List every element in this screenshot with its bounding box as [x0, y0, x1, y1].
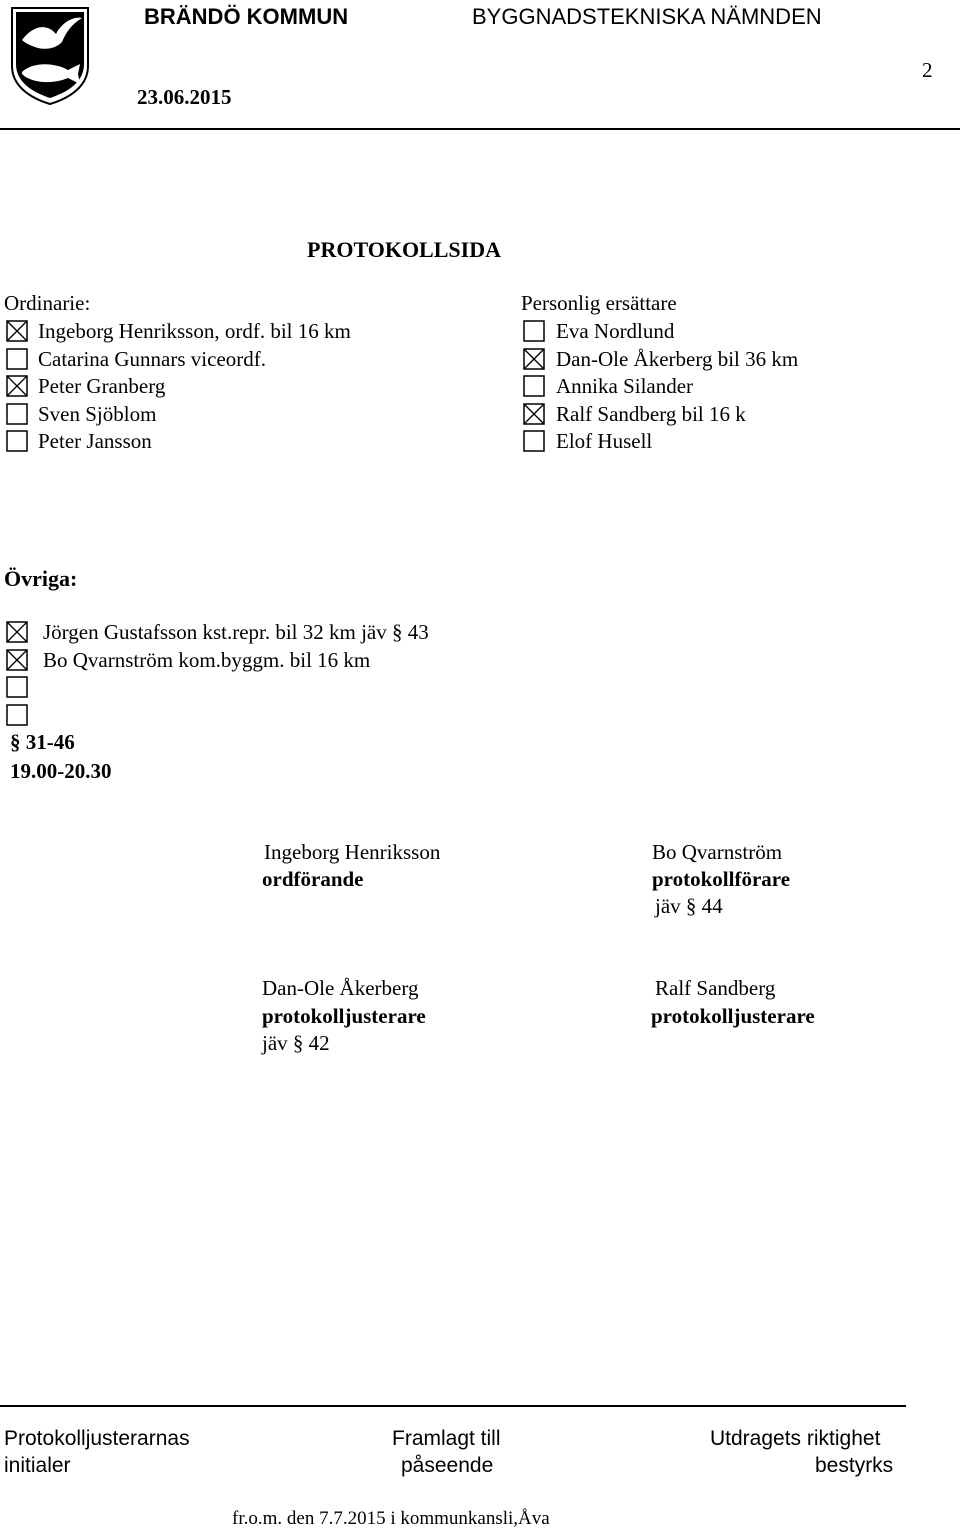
substitutes-label: Personlig ersättare	[521, 291, 677, 315]
signature-role: protokolljusterare	[651, 1004, 815, 1028]
footer-certified-line1: Utdragets riktighet	[710, 1427, 881, 1450]
footer-initials-line2: initialer	[4, 1454, 71, 1477]
checkbox-crossed-icon[interactable]	[523, 403, 545, 425]
attendee-name: Annika Silander	[556, 374, 694, 398]
ordinary-members-label: Ordinarie:	[4, 291, 91, 315]
footer-divider	[0, 1405, 906, 1407]
signature-role: ordförande	[262, 867, 364, 891]
checkbox-empty-icon[interactable]	[6, 348, 28, 370]
checkbox-empty-icon[interactable]	[523, 430, 545, 452]
board-name: BYGGNADSTEKNISKA NÄMNDEN	[472, 4, 822, 29]
signature-role: protokollförare	[652, 867, 791, 891]
municipality-name: BRÄNDÖ KOMMUN	[144, 4, 349, 29]
attendee-name: Peter Granberg	[38, 374, 166, 398]
attendee-name: Elof Husell	[556, 429, 653, 453]
checkbox-empty-icon[interactable]	[6, 704, 28, 726]
page-number: 2	[922, 58, 933, 82]
footer-initials-line1: Protokolljusterarnas	[4, 1427, 190, 1450]
paragraph-range: § 31-46	[10, 730, 75, 754]
checkbox-empty-icon[interactable]	[6, 403, 28, 425]
signature-note: jäv § 42	[262, 1031, 330, 1055]
checkbox-empty-icon[interactable]	[6, 430, 28, 452]
signature-note: jäv § 44	[655, 894, 723, 918]
checkbox-crossed-icon[interactable]	[6, 649, 28, 671]
checkbox-crossed-icon[interactable]	[6, 320, 28, 342]
signature-name: Bo Qvarnström	[652, 840, 783, 864]
attendee-name: Ralf Sandberg bil 16 k	[556, 401, 746, 426]
checkbox-empty-icon[interactable]	[523, 320, 545, 342]
municipality-coat-of-arms-logo	[8, 4, 92, 106]
page-title: PROTOKOLLSIDA	[307, 237, 501, 262]
attendee-name: Peter Jansson	[38, 429, 152, 453]
footer-posted-line2: påseende	[401, 1454, 494, 1477]
others-label: Övriga:	[4, 566, 78, 591]
attendee-name: Bo Qvarnström kom.byggm. bil 16 km	[43, 647, 371, 672]
attendee-name: Sven Sjöblom	[38, 401, 157, 426]
footer-certified-line2: bestyrks	[815, 1454, 894, 1477]
footer-posted-line1: Framlagt till	[392, 1427, 501, 1450]
signature-name: Ralf Sandberg	[655, 976, 776, 1000]
signature-name: Dan-Ole Åkerberg	[262, 976, 419, 1000]
attendee-name: Jörgen Gustafsson kst.repr. bil 32 km jäv § 43	[43, 620, 429, 644]
checkbox-crossed-icon[interactable]	[6, 621, 28, 643]
meeting-time: 19.00-20.30	[10, 759, 112, 783]
signature-name: Ingeborg Henriksson	[264, 840, 441, 864]
attendee-name: Ingeborg Henriksson, ordf. bil 16 km	[38, 319, 351, 343]
attendee-name: Dan-Ole Åkerberg bil 36 km	[556, 346, 799, 371]
meeting-date: 23.06.2015	[137, 85, 232, 109]
attendee-name: Eva Nordlund	[556, 319, 675, 343]
header-divider	[0, 128, 960, 130]
checkbox-empty-icon[interactable]	[523, 375, 545, 397]
checkbox-empty-icon[interactable]	[6, 676, 28, 698]
footer-posting-notice: fr.o.m. den 7.7.2015 i kommunkansli,Åva	[232, 1508, 550, 1529]
checkbox-crossed-icon[interactable]	[523, 348, 545, 370]
checkbox-crossed-icon[interactable]	[6, 375, 28, 397]
signature-role: protokolljusterare	[262, 1004, 426, 1028]
attendee-name: Catarina Gunnars viceordf.	[38, 346, 266, 371]
